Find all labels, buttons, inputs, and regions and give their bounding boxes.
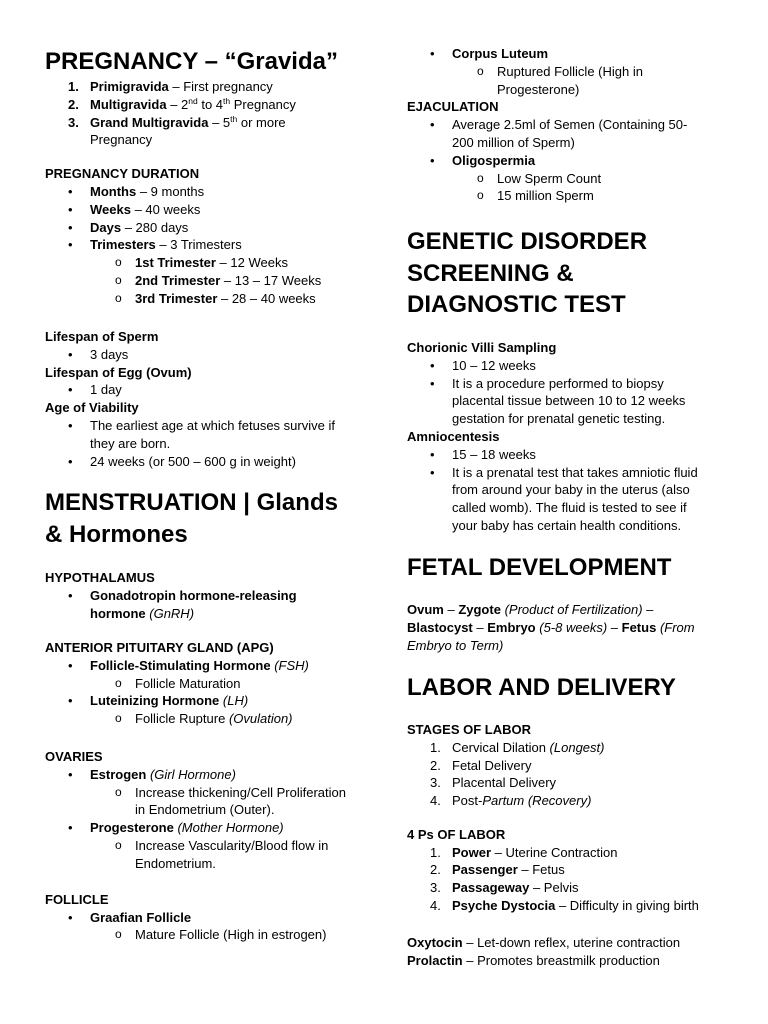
bullet-continuation: from around your baby in the uterus (also <box>452 482 690 498</box>
bullet-marker: • <box>68 201 73 217</box>
list-item-continuation <box>45 131 375 149</box>
stage-item <box>407 739 732 757</box>
sub-bullet-text <box>135 291 316 306</box>
bullet-continuation <box>45 605 375 623</box>
bullet-text: Graafian Follicle <box>90 909 192 925</box>
bold-text-run: 1st Trimester <box>135 255 216 271</box>
sub-bullet-text <box>135 711 293 726</box>
list-item-text <box>90 79 273 94</box>
bullet-text: The earliest age at which fetuses survive if <box>90 418 335 434</box>
bullet-marker: • <box>68 657 73 673</box>
bold-text-run: Progesterone <box>90 820 174 836</box>
egg-lifespan-item <box>45 381 375 399</box>
bullet-text <box>90 693 248 708</box>
sub-bullet-text: Increase thickening/Cell Proliferation <box>135 784 346 800</box>
bullet-text <box>90 220 188 235</box>
bullet-marker: • <box>68 820 73 836</box>
bullet-continuation: gestation for prenatal genetic testing. <box>452 411 666 427</box>
progesterone-item <box>45 819 375 837</box>
list-number: 1. <box>430 739 441 755</box>
gravida-list-item <box>45 96 375 114</box>
bullet-marker: • <box>68 453 73 469</box>
bold-text-run: Power <box>452 844 492 860</box>
fetal-sequence-line <box>407 619 732 637</box>
list-number: 4. <box>430 898 441 914</box>
list-number: 2. <box>430 757 441 773</box>
semen-item <box>407 116 732 134</box>
bullet-marker: • <box>68 382 73 398</box>
estrogen-effect-item <box>45 784 375 802</box>
menstruation-title-line: MENSTRUATION | Glands <box>45 488 338 516</box>
sub-bullet-continuation: Endometrium. <box>135 855 216 871</box>
bullet-marker: • <box>430 117 435 133</box>
four-ps-item <box>407 844 732 862</box>
duration-item <box>45 201 375 219</box>
text-run: – 12 Weeks <box>215 255 288 271</box>
superscript-text-run: th <box>223 95 231 106</box>
text-run: – 3 Trimesters <box>155 237 242 253</box>
text-run: Pregnancy <box>230 96 296 112</box>
bullet-continuation: placental tissue between 10 to 12 weeks <box>452 393 686 409</box>
text-run: – Difficulty in giving birth <box>555 898 699 914</box>
lh-effect-item <box>45 710 375 728</box>
four-ps-item <box>407 861 732 879</box>
sperm-lifespan-item <box>45 346 375 364</box>
text-run: – 2 <box>166 96 189 112</box>
superscript-text-run: th <box>230 113 238 124</box>
bullet-text: 24 weeks (or 500 – 600 g in weight) <box>90 453 296 469</box>
list-item-text <box>452 758 531 773</box>
list-number: 1. <box>68 79 79 94</box>
bullet-text: Corpus Luteum <box>452 46 549 61</box>
fetal-sequence-line <box>407 637 732 655</box>
bullet-text: Average 2.5ml of Semen (Containing 50- <box>452 117 688 133</box>
bold-text-run: Weeks <box>90 201 131 217</box>
italic-text-run: (Girl Hormone) <box>149 766 236 782</box>
text-run: Cervical Dilation <box>452 739 550 755</box>
bold-text-run: Passageway <box>452 880 530 896</box>
italic-text-run: (Longest) <box>549 739 605 755</box>
bold-text-run: Fetus <box>621 619 657 635</box>
lh-item <box>45 692 375 710</box>
text-run: Follicle Rupture <box>135 711 229 727</box>
sub-bullet-marker: o <box>115 711 122 726</box>
four-ps-item <box>407 879 732 897</box>
oligospermia-note-item <box>407 170 732 188</box>
text-run: Fetal Delivery <box>452 757 532 773</box>
bullet-text: 15 – 18 weeks <box>452 446 536 462</box>
text-run: – <box>607 619 622 635</box>
bullet-continuation: your baby has certain health conditions. <box>452 517 682 533</box>
italic-text-run: (Ovulation) <box>228 711 293 727</box>
sub-bullet-marker: o <box>477 188 484 203</box>
bullet-marker: • <box>430 46 435 61</box>
amnio-description-item <box>407 464 732 482</box>
trimester-item <box>45 272 375 290</box>
corpus-note-item <box>407 63 732 81</box>
hypothalamus-heading: HYPOTHALAMUS <box>45 569 155 585</box>
text-run: or more <box>237 114 286 130</box>
bold-text-run: Gonadotropin hormone-releasing <box>90 587 297 603</box>
bold-text-run: hormone <box>90 605 146 621</box>
text-run: – 28 – 40 weeks <box>217 290 316 306</box>
oligospermia-note-item <box>407 187 732 205</box>
italic-text-run: Partum (Recovery) <box>482 793 592 809</box>
list-item-text <box>452 775 556 790</box>
bold-text-run: Oxytocin <box>407 934 463 950</box>
bullet-text: Oligospermia <box>452 152 536 168</box>
corpus-luteum-item <box>407 45 732 63</box>
bullet-text <box>90 237 242 252</box>
bold-text-run: Luteinizing Hormone <box>90 693 220 709</box>
text-run: – Uterine Contraction <box>491 844 618 860</box>
list-item-text <box>452 845 617 860</box>
superscript-text-run: nd <box>188 95 198 106</box>
bullet-text <box>90 767 236 782</box>
ovaries-heading: OVARIES <box>45 748 103 764</box>
list-item-text <box>452 898 699 913</box>
list-number: 3. <box>430 880 441 896</box>
cvs-heading: Chorionic Villi Sampling <box>407 339 557 355</box>
left-column <box>45 46 375 944</box>
bold-text-run: Blastocyst <box>407 619 473 635</box>
list-item-text <box>452 862 565 877</box>
list-item-text <box>452 880 578 895</box>
right-column <box>407 45 732 969</box>
text-run: – Promotes breastmilk production <box>462 952 660 968</box>
italic-text-run: (Product of Fertilization) <box>504 601 643 617</box>
pregnancy-title: PREGNANCY – “Gravida” <box>45 48 338 75</box>
bullet-marker: • <box>68 693 73 709</box>
bold-text-run: Grand Multigravida <box>90 114 209 130</box>
amnio-heading: Amniocentesis <box>407 428 500 444</box>
graafian-item <box>45 909 375 927</box>
bold-text-run: 2nd Trimester <box>135 272 221 288</box>
estrogen-item <box>45 766 375 784</box>
bullet-marker: • <box>68 346 73 362</box>
bold-text-run: Primigravida <box>90 79 169 94</box>
sub-bullet-marker: o <box>115 290 122 305</box>
oligospermia-item <box>407 152 732 170</box>
list-item-text <box>452 740 604 755</box>
fetal-sequence-line <box>407 601 732 619</box>
italic-text-run: (GnRH) <box>149 605 195 621</box>
sub-bullet-marker: o <box>115 272 122 287</box>
bullet-marker: • <box>68 183 73 199</box>
sub-bullet-text: Low Sperm Count <box>497 170 602 186</box>
bold-text-run: Trimesters <box>90 237 156 253</box>
text-run: – 13 – 17 Weeks <box>220 272 322 288</box>
text-run: – <box>472 619 488 635</box>
sub-bullet-marker: o <box>477 170 484 185</box>
cvs-description-item <box>407 375 732 393</box>
list-item-text <box>90 115 286 130</box>
bold-text-run: 3rd Trimester <box>135 290 218 306</box>
italic-text-run: Embryo to Term) <box>407 637 504 653</box>
stage-item <box>407 792 732 810</box>
bullet-marker: • <box>68 237 73 253</box>
stages-heading: STAGES OF LABOR <box>407 721 531 737</box>
sub-bullet-marker: o <box>477 63 484 78</box>
sub-bullet-text <box>135 255 288 270</box>
italic-text-run: (5-8 weeks) <box>539 619 608 635</box>
bullet-marker: • <box>430 357 435 373</box>
text-run: – 9 months <box>136 183 205 199</box>
trimester-item <box>45 290 375 308</box>
bullet-marker: • <box>68 418 73 434</box>
bullet-continuation: they are born. <box>90 435 171 451</box>
bullet-text <box>90 202 200 217</box>
prolactin-line <box>407 952 732 970</box>
gnrh-item <box>45 587 375 605</box>
bullet-marker: • <box>68 909 73 925</box>
list-item-text <box>452 793 591 808</box>
progesterone-effect-item <box>45 837 375 855</box>
italic-text-run: (FSH) <box>274 657 309 673</box>
follicle-heading: FOLLICLE <box>45 891 109 907</box>
oxytocin-line <box>407 934 732 952</box>
bullet-continuation: 200 million of Sperm) <box>452 134 575 150</box>
sub-bullet-text: Mature Follicle (High in estrogen) <box>135 927 327 943</box>
text-run: Post- <box>452 793 483 809</box>
sub-bullet-marker: o <box>115 675 122 690</box>
bullet-marker: • <box>68 587 73 603</box>
sub-bullet-marker: o <box>115 837 122 852</box>
bold-text-run: Multigravida <box>90 96 167 112</box>
apg-heading: ANTERIOR PITUITARY GLAND (APG) <box>45 639 274 655</box>
bullet-text: It is a prenatal test that takes amniotic fluid <box>452 464 698 480</box>
bullet-text: 1 day <box>90 382 122 398</box>
list-number: 2. <box>68 96 79 112</box>
menstruation-title-line: & Hormones <box>45 520 188 548</box>
gravida-list-item <box>45 78 375 96</box>
bullet-text <box>90 820 284 835</box>
gravida-list-item <box>45 114 375 132</box>
bullet-continuation: called womb). The fluid is tested to see if <box>452 500 687 516</box>
fetal-title: FETAL DEVELOPMENT <box>407 553 672 581</box>
labor-title: LABOR AND DELIVERY <box>407 673 676 701</box>
sub-bullet-text: Increase Vascularity/Blood flow in <box>135 837 329 853</box>
viability-item <box>45 453 375 471</box>
duration-heading: PREGNANCY DURATION <box>45 166 200 182</box>
duration-item <box>45 236 375 254</box>
list-number: 3. <box>68 114 79 130</box>
bullet-marker: • <box>68 766 73 782</box>
ejaculation-heading: EJACULATION <box>407 99 499 115</box>
bold-text-run: Psyche Dystocia <box>452 898 556 914</box>
sub-bullet-marker: o <box>115 927 122 942</box>
bullet-text <box>90 658 309 673</box>
sub-bullet-text <box>135 273 321 288</box>
text-run: – Pelvis <box>529 880 579 896</box>
bold-text-run: Days <box>90 219 122 235</box>
bold-text-run: Ovum <box>407 601 444 617</box>
text-run: – 5 <box>208 114 231 130</box>
list-number: 2. <box>430 862 441 878</box>
bullet-marker: • <box>68 219 73 235</box>
sub-bullet-text: 15 million Sperm <box>497 188 594 204</box>
sub-bullet-text: Ruptured Follicle (High in <box>497 63 643 79</box>
text-run: – Fetus <box>517 862 565 878</box>
trimester-item <box>45 254 375 272</box>
bullet-text: 3 days <box>90 346 129 362</box>
italic-text-run: (From <box>659 619 695 635</box>
bold-text-run: Months <box>90 183 137 199</box>
italic-text-run: (LH) <box>222 693 249 709</box>
bullet-text <box>90 184 204 199</box>
bold-text-run: Passenger <box>452 862 518 878</box>
bold-text-run: Estrogen <box>90 766 147 782</box>
bullet-marker: • <box>430 446 435 462</box>
egg-lifespan-heading: Lifespan of Egg (Ovum) <box>45 364 192 380</box>
amnio-timing-item <box>407 446 732 464</box>
bold-text-run: Zygote <box>458 601 501 617</box>
cvs-timing-item <box>407 357 732 375</box>
bold-text-run: Follicle-Stimulating Hormone <box>90 657 271 673</box>
viability-heading: Age of Viability <box>45 400 139 416</box>
sub-bullet-marker: o <box>115 255 122 270</box>
four-ps-heading: 4 Ps OF LABOR <box>407 826 506 842</box>
genetic-title-line: SCREENING & <box>407 259 574 287</box>
sub-bullet-continuation: in Endometrium (Outer). <box>135 802 275 818</box>
fsh-item <box>45 657 375 675</box>
list-item-text <box>90 97 296 112</box>
text-run: – Let-down reflex, uterine contraction <box>462 934 681 950</box>
text-run: – First pregnancy <box>168 79 273 94</box>
text-run: – <box>443 601 459 617</box>
viability-item <box>45 417 375 435</box>
text-run: – 280 days <box>121 219 189 235</box>
four-ps-item <box>407 897 732 915</box>
bullet-text: It is a procedure performed to biopsy <box>452 375 664 391</box>
text-run: Pregnancy <box>90 132 153 148</box>
bullet-marker: • <box>430 464 435 480</box>
stage-item <box>407 757 732 775</box>
duration-item <box>45 219 375 237</box>
genetic-title-line: GENETIC DISORDER <box>407 228 648 256</box>
bullet-marker: • <box>430 375 435 391</box>
text-run: – 40 weeks <box>130 201 201 217</box>
sub-bullet-marker: o <box>115 784 122 799</box>
sperm-lifespan-heading: Lifespan of Sperm <box>45 329 159 345</box>
sub-bullet-continuation: Progesterone) <box>497 81 580 97</box>
text-run: – <box>642 601 654 617</box>
text-run: Placental Delivery <box>452 775 557 791</box>
bold-text-run: Prolactin <box>407 952 463 968</box>
list-number: 1. <box>430 844 441 860</box>
bullet-text: 10 – 12 weeks <box>452 357 536 373</box>
sub-bullet-text: Follicle Maturation <box>135 675 241 691</box>
italic-text-run: (Mother Hormone) <box>177 820 284 836</box>
duration-item <box>45 183 375 201</box>
bullet-marker: • <box>430 152 435 168</box>
bold-text-run: Embryo <box>487 619 536 635</box>
fsh-effect-item <box>45 675 375 693</box>
graafian-note-item <box>45 926 375 944</box>
list-number: 3. <box>430 775 441 791</box>
stage-item <box>407 774 732 792</box>
text-run: to 4 <box>197 96 224 112</box>
genetic-title-line: DIAGNOSTIC TEST <box>407 291 626 319</box>
list-number: 4. <box>430 793 441 809</box>
bullet-text <box>90 588 297 603</box>
